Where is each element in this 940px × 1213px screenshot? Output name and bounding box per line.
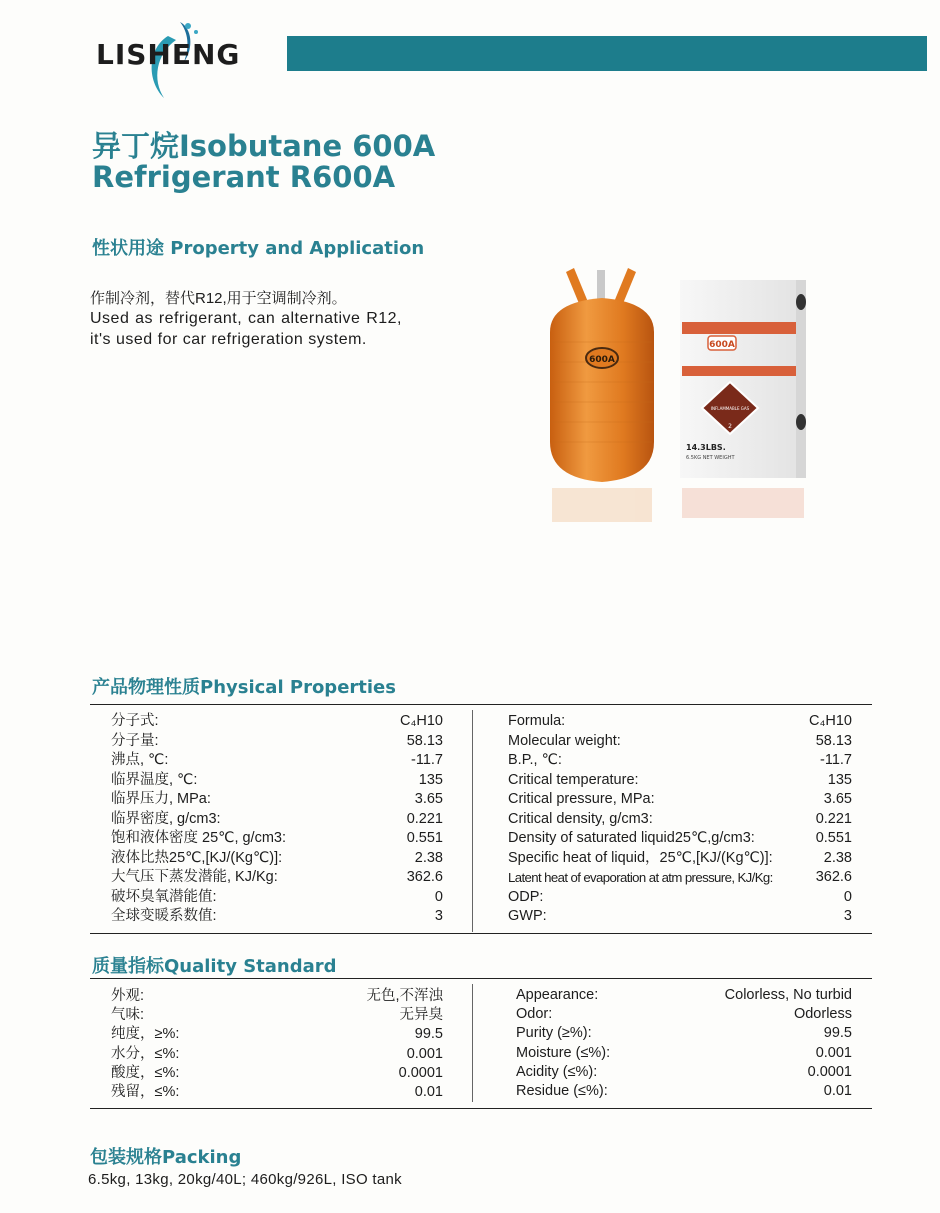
row-label: 外观: <box>111 988 145 1004</box>
table-row <box>111 888 443 908</box>
row-label: 水分，≤%: <box>111 1045 180 1062</box>
table-row <box>516 986 852 1006</box>
row-label: Critical pressure, MPa: <box>508 791 655 807</box>
row-value: -11.7 <box>820 752 852 768</box>
table-row <box>111 849 443 869</box>
row-value: 99.5 <box>414 1026 443 1043</box>
row-value: 3.65 <box>414 791 443 807</box>
row-value: 0.551 <box>815 830 852 846</box>
row-value: 135 <box>418 771 443 788</box>
table-row <box>111 751 443 771</box>
hazard-label: INFLAMMABLE GAS <box>710 406 750 411</box>
table-row <box>508 810 852 830</box>
row-value: 362.6 <box>406 869 443 885</box>
table-row <box>508 868 852 888</box>
row-value: 0 <box>843 888 852 905</box>
row-label: 全球变暖系数值: <box>111 908 217 924</box>
row-label: 临界温度, ℃: <box>111 771 198 788</box>
row-label: Moisture (≤%): <box>516 1044 611 1061</box>
row-label: Acidity (≤%): <box>516 1063 598 1080</box>
table-row <box>111 1064 443 1084</box>
table-row <box>111 1006 443 1026</box>
row-label: Purity (≥%): <box>516 1025 592 1042</box>
row-value: 0.551 <box>406 830 443 846</box>
row-value: 0.221 <box>815 810 852 827</box>
row-value: 无异臭 <box>399 1007 443 1024</box>
box-weight-sub: 6.5KG NET WEIGHT <box>686 455 735 461</box>
product-illustration <box>540 262 830 552</box>
table-row <box>111 1083 443 1103</box>
row-label: Formula: <box>508 713 566 729</box>
row-label: Odor: <box>516 1006 553 1023</box>
row-value: 3 <box>434 908 443 924</box>
box-label: 600A <box>709 340 735 350</box>
row-label: 纯度，≥%: <box>111 1026 180 1043</box>
physical-top-rule <box>90 704 872 705</box>
packing-text: 6.5kg, 13kg, 20kg/40L; 460kg/926L, ISO tank <box>88 1171 402 1188</box>
row-value: 3.65 <box>823 791 852 807</box>
property-text-en: Used as refrigerant, can alternative R12, it's used for car refrigeration system. <box>90 310 402 348</box>
table-row <box>516 1044 852 1064</box>
table-row <box>111 1025 443 1045</box>
row-label: Critical temperature: <box>508 771 639 788</box>
row-value: 58.13 <box>406 732 443 749</box>
cylinder-label: 600A <box>589 355 615 365</box>
row-label: Critical density, g/cm3: <box>508 810 653 827</box>
table-row <box>111 829 443 849</box>
box-weight: 14.3LBS. <box>686 443 726 452</box>
row-value: 362.6 <box>815 869 852 885</box>
table-row <box>516 1005 852 1025</box>
row-label: 残留，≤%: <box>111 1084 180 1100</box>
row-label: B.P., ℃: <box>508 752 562 768</box>
row-label: GWP: <box>508 908 547 924</box>
table-row <box>508 790 852 810</box>
physical-bottom-rule <box>90 933 872 934</box>
table-row <box>111 1045 443 1065</box>
row-label: Appearance: <box>516 987 599 1003</box>
row-label: 大气压下蒸发潜能, KJ/Kg: <box>111 869 278 885</box>
table-row <box>508 751 852 771</box>
row-label: Latent heat of evaporation at atm pressure, KJ/Kg: <box>508 870 773 885</box>
row-value: 3 <box>843 908 852 924</box>
quality-heading: 质量指标Quality Standard <box>92 956 337 977</box>
row-label: Molecular weight: <box>508 732 621 749</box>
table-row <box>508 888 852 908</box>
header-bar <box>287 36 927 71</box>
packing-heading: 包装规格Packing <box>90 1147 242 1168</box>
row-value: 58.13 <box>815 732 852 749</box>
row-label: 破坏臭氧潜能值: <box>111 888 217 905</box>
table-row <box>508 849 852 869</box>
table-row <box>111 810 443 830</box>
table-row <box>111 868 443 888</box>
row-value: 135 <box>827 771 852 788</box>
table-row <box>508 907 852 927</box>
row-value: 0.0001 <box>398 1064 443 1081</box>
quality-top-rule <box>90 978 872 979</box>
property-text-cn: 作制冷剂，替代R12,用于空调制冷剂。 <box>90 290 347 307</box>
quality-divider <box>472 984 473 1102</box>
row-value: 0.001 <box>815 1044 852 1061</box>
product-image <box>540 262 830 552</box>
row-value: 2.38 <box>823 849 852 866</box>
row-value: 0.01 <box>823 1083 852 1099</box>
table-row <box>111 790 443 810</box>
property-heading: 性状用途 Property and Application <box>92 238 425 259</box>
table-row <box>111 771 443 791</box>
row-label: 临界压力, MPa: <box>111 791 211 807</box>
table-row <box>508 771 852 791</box>
row-value: C₄H10 <box>809 713 852 729</box>
row-label: 液体比热25℃,[KJ/(Kg℃)]: <box>111 849 283 866</box>
page-subtitle: Refrigerant R600A <box>92 160 396 194</box>
brand-name: LISHENG <box>96 38 241 71</box>
table-row <box>516 1063 852 1083</box>
brand-logo <box>96 18 266 108</box>
row-value: 0.001 <box>406 1045 443 1062</box>
table-row <box>508 712 852 732</box>
table-row <box>516 1082 852 1102</box>
page-title: 异丁烷Isobutane 600A <box>92 129 436 163</box>
row-value: -11.7 <box>411 752 443 768</box>
table-row <box>516 1024 852 1044</box>
table-row <box>111 732 443 752</box>
physical-heading: 产品物理性质Physical Properties <box>92 677 396 698</box>
row-label: Density of saturated liquid25℃,g/cm3: <box>508 830 755 846</box>
row-value: Odorless <box>793 1006 852 1023</box>
row-value: 0.221 <box>406 810 443 827</box>
hazard-class: 2 <box>728 423 732 430</box>
physical-divider <box>472 710 473 932</box>
row-label: 气味: <box>111 1007 145 1024</box>
quality-bottom-rule <box>90 1108 872 1109</box>
row-label: 饱和液体密度 25℃, g/cm3: <box>111 830 287 846</box>
row-label: 分子式: <box>111 713 159 729</box>
row-label: ODP: <box>508 888 544 905</box>
table-row <box>508 732 852 752</box>
row-label: 分子量: <box>111 732 159 749</box>
table-row <box>111 907 443 927</box>
row-label: 沸点, ℃: <box>111 752 169 768</box>
table-row <box>508 829 852 849</box>
row-label: Specific heat of liquid，25℃,[KJ/(Kg℃)]: <box>508 849 773 866</box>
row-value: C₄H10 <box>400 713 443 729</box>
row-value: 99.5 <box>823 1025 852 1042</box>
table-row <box>111 987 443 1007</box>
row-value: 2.38 <box>414 849 443 866</box>
row-value: Colorless, No turbid <box>724 987 852 1003</box>
row-value: 0 <box>434 888 443 905</box>
row-label: 酸度，≤%: <box>111 1064 180 1081</box>
row-value: 无色,不浑浊 <box>366 988 443 1004</box>
row-label: Residue (≤%): <box>516 1083 608 1099</box>
row-value: 0.01 <box>414 1084 443 1100</box>
row-value: 0.0001 <box>807 1063 852 1080</box>
table-row <box>111 712 443 732</box>
row-label: 临界密度, g/cm3: <box>111 810 221 827</box>
